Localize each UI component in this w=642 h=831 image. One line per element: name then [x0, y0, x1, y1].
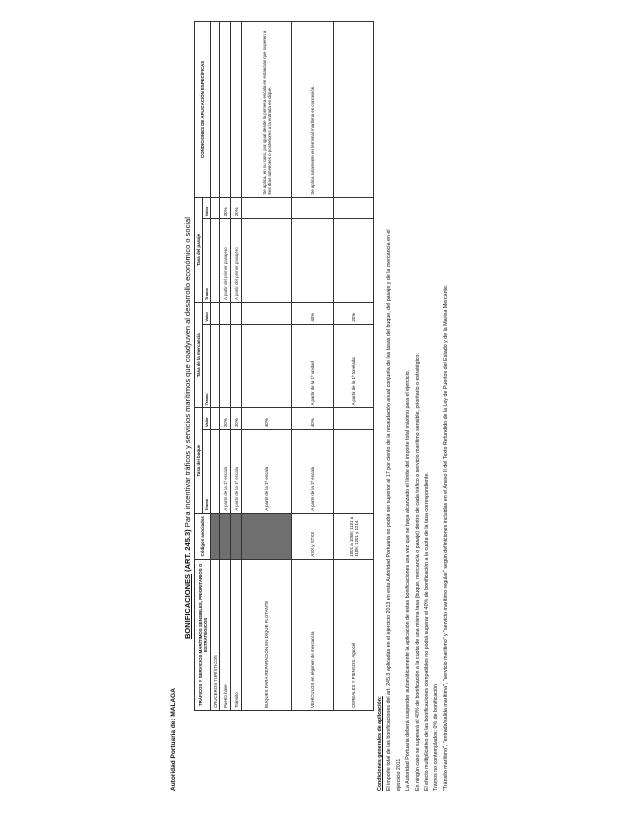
cell-pasaje-valor: 20%	[231, 197, 242, 219]
condition-line: El efecto multiplicativo de las bonificaciones compatibles no podrá superar el 40% de bonificación a la cuota de la tasa correspondiente.	[424, 472, 431, 791]
cell-buque-tramo	[211, 430, 220, 514]
cell-pasaje-tramo	[242, 219, 292, 303]
condition-line: "Tránsito marítimo", "entrada/salida marítima", "servicio marítimo" y "servicio marítimo regular" según definiciones incluidas en el Anexo II del Texto Refundido de la Ley de Puertos del Estado y de la Marina Mercante.	[442, 284, 449, 791]
general-conditions	[376, 31, 451, 791]
cell-mercancia-tramo	[211, 324, 220, 408]
cell-pasaje-valor: 30%	[220, 197, 231, 219]
subheader-pasaje-tramo: Tramo	[203, 219, 211, 303]
cell-mercancia-tramo	[220, 324, 231, 408]
cell-pasaje-valor	[292, 197, 334, 219]
cell-codigos: ASX y STXX	[292, 513, 334, 559]
cell-trafico: CEREALES Y PIENSOS. Agrocel	[334, 559, 374, 710]
cell-condiciones: Se aplica, en su caso, por igual desde la primera escala en estancias que superen a tres días anteriores o posteriores a la entrada en dique.	[242, 22, 292, 198]
subheader-buque-valor: Valor	[203, 408, 211, 430]
subheader-buque-tramo: Tramo	[203, 430, 211, 514]
cell-pasaje-tramo: A partir del primer pasajero	[220, 219, 231, 303]
title-article: (ART. 245.3)	[183, 529, 192, 572]
cell-condiciones	[220, 22, 231, 198]
cell-buque-tramo	[334, 430, 374, 514]
title-main: BONIFICACIONES	[183, 573, 192, 639]
cell-trafico: VEHÍCULOS en régimen de mercancía	[292, 559, 334, 710]
cell-mercancia-tramo: A partir de la 1ª unidad	[292, 324, 334, 408]
cell-pasaje-valor	[211, 197, 220, 219]
cell-pasaje-valor	[334, 197, 374, 219]
condition-line: El importe total de las bonificaciones del art. 245.3 aplicadas en el ejercicio 2013 en esta Autoridad Portuaria no podrá ser superior al 17 por ciento de la recaudación anual conjunta de las tasas del buque, del pasaje y de la mercancía en el	[386, 229, 393, 791]
cell-mercancia-valor	[242, 303, 292, 325]
cell-mercancia-valor: 20%	[334, 303, 374, 325]
table-row	[220, 22, 231, 711]
cell-buque-valor: 20%	[231, 408, 242, 430]
cell-pasaje-tramo	[334, 219, 374, 303]
bonificaciones-table	[194, 21, 374, 711]
cell-buque-tramo: A partir de la 1ª escala	[231, 430, 242, 514]
port-authority-label: Autoridad Portuaria de: MALAGA	[170, 688, 177, 791]
cell-codigos	[211, 513, 220, 559]
header-trafico: TRÁFICOS Y SERVICIOS MARÍTIMOS SENSIBLES, PRIORITARIOS O ESTRATÉGICOS	[195, 559, 211, 710]
title-rest: Para incentivar tráficos y servicios marítimos que coadyuven al desarrollo económico o social	[183, 217, 192, 528]
subheader-mercancia-tramo: Tramo	[203, 324, 211, 408]
subheader-mercancia-valor: Valor	[203, 303, 211, 325]
cell-mercancia-valor	[211, 303, 220, 325]
header-tasa-mercancia: Tasa de la mercancía	[195, 303, 203, 408]
cell-buque-tramo: A partir de la 1ª escala	[292, 430, 334, 514]
table-row	[211, 22, 220, 711]
condition-line: La Autoridad Portuaria deberá suspender automáticamente la aplicación de estas bonificaciones una vez que se haya alcanzado el límite del importe total máximo para el ejercicio.	[405, 369, 412, 791]
cell-buque-valor: 40%	[242, 408, 292, 430]
cell-mercancia-tramo	[231, 324, 242, 408]
cell-codigos	[220, 513, 231, 559]
cell-buque-valor	[211, 408, 220, 430]
cell-mercancia-valor	[231, 303, 242, 325]
cell-mercancia-tramo	[242, 324, 292, 408]
cell-pasaje-tramo: A partir del primer pasajero	[231, 219, 242, 303]
cell-condiciones	[231, 22, 242, 198]
page-title	[183, 217, 192, 639]
condition-line: ejercicio 2011	[395, 758, 402, 791]
cell-trafico: BUQUES PARA REPARACIÓN EN DIQUE FLOTANTE	[242, 559, 292, 710]
cell-buque-valor: 40%	[292, 408, 334, 430]
cell-mercancia-valor	[220, 303, 231, 325]
header-condiciones: CONDICIONES DE APLICACIÓN ESPECÍFICAS	[195, 22, 211, 198]
cell-trafico: CRUCEROS TURÍSTICOS	[211, 559, 220, 710]
cell-codigos: 1001 a 1008; 1101 a 1108; 1201 y 1214	[334, 513, 374, 559]
cell-trafico: Tránsito	[231, 559, 242, 710]
condition-line: Tramos no contemplados: 0% de bonificación	[433, 684, 440, 791]
cell-pasaje-valor	[242, 197, 292, 219]
subheader-pasaje-valor: Valor	[203, 197, 211, 219]
cell-pasaje-tramo	[292, 219, 334, 303]
cell-pasaje-tramo	[211, 219, 220, 303]
cell-buque-valor	[334, 408, 374, 430]
cell-mercancia-valor: 40%	[292, 303, 334, 325]
cell-buque-valor: 20%	[220, 408, 231, 430]
cell-codigos	[242, 513, 292, 559]
table-row	[242, 22, 292, 711]
condition-line: En ningún caso se superará el 40% de bonificación a la cuota de una misma tasa (buque, mercancía o pasaje) dentro de cada tráfico o servicio marítimo sensible, prioritario o estratégico.	[414, 353, 421, 791]
cell-codigos	[231, 513, 242, 559]
header-tasa-pasaje: Tasa del pasaje	[195, 197, 203, 302]
cell-condiciones	[211, 22, 220, 198]
table-row	[292, 22, 334, 711]
table-row	[334, 22, 374, 711]
header-codigos: Códigos asociados	[195, 513, 211, 559]
cell-condiciones: Se aplica solamente en terminal marítima en concesión.	[292, 22, 334, 198]
cell-buque-tramo: A partir de la 1ª escala	[220, 430, 231, 514]
cell-condiciones	[334, 22, 374, 198]
cell-buque-tramo: A partir de la 1ª escala	[242, 430, 292, 514]
cell-mercancia-tramo: A partir de la 1ª tonelada	[334, 324, 374, 408]
conditions-heading: Condiciones generales de aplicación:	[377, 696, 383, 791]
header-tasa-buque: Tasa del buque	[195, 408, 203, 513]
table-row	[231, 22, 242, 711]
cell-trafico: Puerto base	[220, 559, 231, 710]
